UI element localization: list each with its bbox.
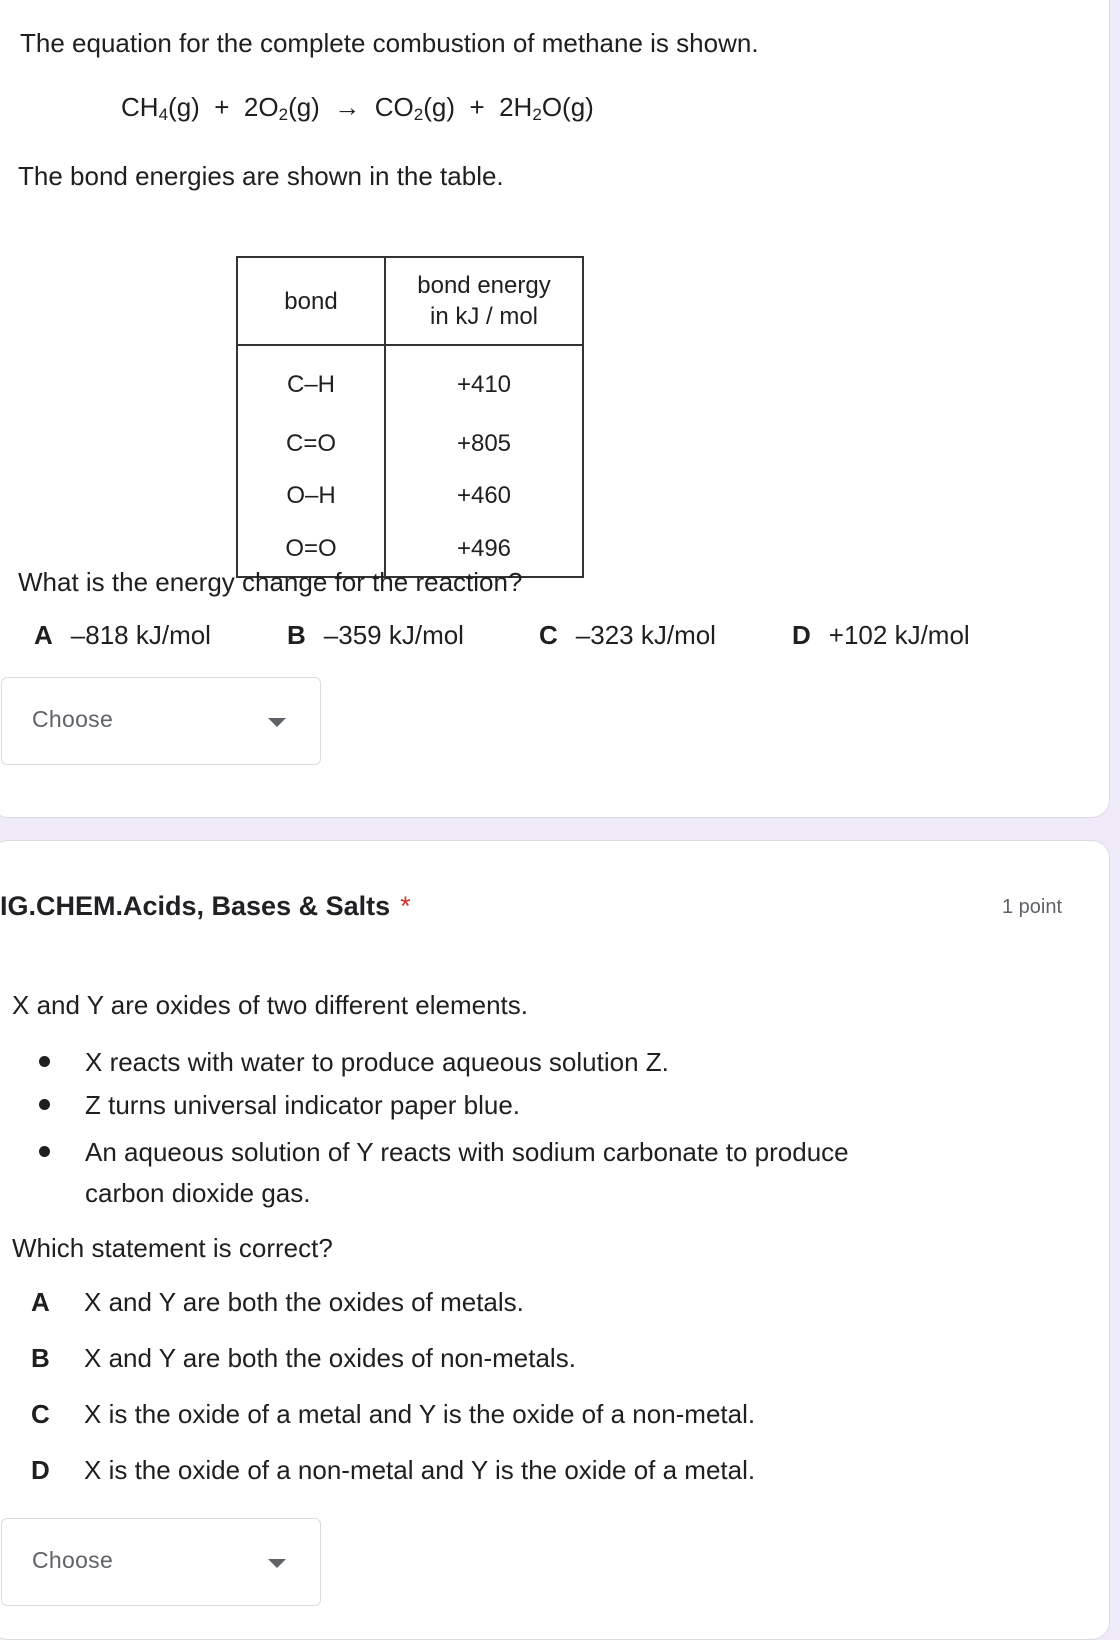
cell-bond: O=O [237, 522, 385, 577]
eq-plus2: + [469, 92, 485, 122]
cell-energy: +460 [385, 470, 583, 522]
option-text: X and Y are both the oxides of non-metals. [84, 1343, 576, 1373]
dropdown-arrow-icon [268, 718, 286, 727]
header-bond: bond [237, 257, 385, 345]
cell-energy: +410 [385, 345, 583, 418]
option-b: B –359 kJ/mol [287, 620, 464, 650]
option-letter: D [31, 1455, 50, 1485]
eq-reactant2: $2O_2(g)$ [243, 92, 320, 124]
option-text: X is the oxide of a non-metal and Y is the oxide of a metal. [84, 1455, 756, 1485]
cell-bond: C–H [237, 345, 385, 418]
eq-plus1: + [214, 92, 230, 122]
question2-prompt: Which statement is correct? [12, 1233, 333, 1263]
option-letter: A [31, 1287, 50, 1317]
bullet-item: Z turns universal indicator paper blue. [85, 1090, 521, 1120]
bullet-dot [39, 1146, 50, 1157]
bullet-dot [39, 1056, 50, 1067]
question1-intro: The equation for the complete combustion of methane is shown. [20, 28, 759, 58]
dropdown-label: Choose [32, 706, 114, 732]
option-c: C –323 kJ/mol [539, 620, 716, 650]
table-row [237, 418, 583, 470]
eq-product2: $2H_2O(g)$ [499, 92, 594, 124]
table-row [237, 470, 583, 522]
dropdown-label: Choose [32, 1547, 114, 1573]
bullet-item-continuation: carbon dioxide gas. [85, 1178, 311, 1208]
bullet-item: X reacts with water to produce aqueous solution Z. [85, 1047, 669, 1077]
header-energy: bond energy in kJ / mol [385, 257, 583, 345]
option-text: X is the oxide of a metal and Y is the oxide of a non-metal. [84, 1399, 756, 1429]
cell-bond: O–H [237, 470, 385, 522]
bond-energy-table [236, 256, 584, 578]
bullet-item: An aqueous solution of Y reacts with sodium carbonate to produce [85, 1137, 849, 1167]
eq-arrow: → [334, 92, 361, 122]
points-label: 1 point [1002, 896, 1063, 918]
combustion-equation [121, 92, 594, 123]
required-asterisk: * [400, 891, 411, 921]
answer-dropdown-1[interactable] [1, 677, 321, 765]
option-text: X and Y are both the oxides of metals. [84, 1287, 524, 1317]
option-letter: B [31, 1343, 50, 1373]
question2-intro: X and Y are oxides of two different elements. [12, 990, 528, 1020]
option-a: A –818 kJ/mol [34, 620, 211, 650]
table-header-row [237, 257, 583, 345]
cell-energy: +496 [385, 522, 583, 577]
eq-reactant1: $CH_4(g)$ [121, 92, 200, 124]
cell-bond: C=O [237, 418, 385, 470]
eq-product1: $CO_2(g)$ [374, 92, 455, 124]
bullet-dot [39, 1099, 50, 1110]
table-intro: The bond energies are shown in the table. [18, 161, 504, 191]
option-letter: C [31, 1399, 50, 1429]
question1-prompt: What is the energy change for the reaction? [18, 567, 523, 597]
question2-title: IG.CHEM.Acids, Bases & Salts * [0, 891, 411, 921]
table-row [237, 345, 583, 418]
cell-energy: +805 [385, 418, 583, 470]
dropdown-arrow-icon [268, 1559, 286, 1568]
answer-dropdown-2[interactable] [1, 1518, 321, 1606]
option-d: D +102 kJ/mol [792, 620, 970, 650]
